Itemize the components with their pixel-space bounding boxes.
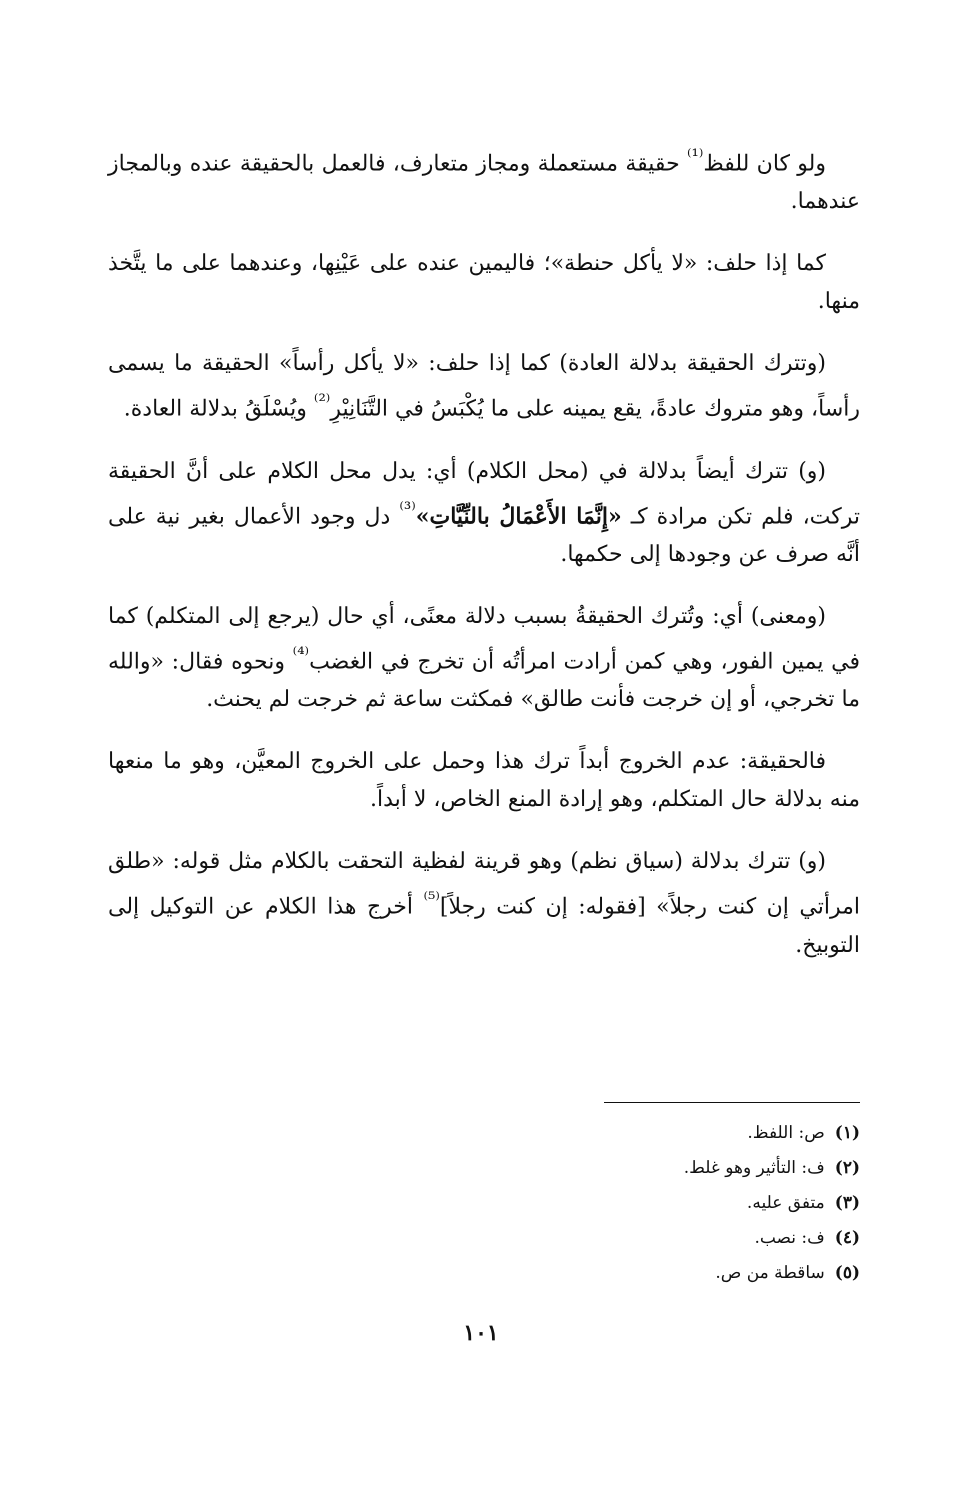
footnote-divider: [604, 1102, 860, 1103]
footnotes: [420, 1116, 860, 1291]
paragraph-1: [108, 138, 860, 221]
footnote-ref[interactable]: ⁽⁴⁾: [292, 643, 310, 665]
paragraph-6: [108, 743, 860, 819]
footnote-5: [420, 1256, 860, 1291]
paragraph-7: [108, 843, 860, 964]
footnote-1: [420, 1116, 860, 1151]
page-number: ١٠١: [463, 1320, 499, 1346]
text-segment: ولو كان للفظ: [703, 151, 826, 177]
footnote-3: [420, 1186, 860, 1221]
hadith-quote: «إِنَّمَا الأَعْمَالُ بالنِّيَّاتِ»: [415, 502, 622, 529]
footnote-number: (٥): [834, 1263, 860, 1283]
footnote-number: (٤): [834, 1228, 860, 1248]
text-segment: دل وجود الأعمال بغير نية على أنَّه صرف عن وجودها إلى حكمها.: [108, 503, 860, 567]
footnote-text: ص: اللفظ.: [747, 1123, 825, 1143]
text-segment: كما إذا حلف: «لا يأكل حنطة»؛ فاليمين عنده على عَيْنِها، وعندهما على ما يتَّخذ منها.: [108, 251, 860, 315]
text-segment: (و) تترك بدلالة (سياق نظم) وهو قرينة لفظية التحقت بالكلام مثل قوله: «طلق امرأتي إن كنت رجلاً» [فقوله: إن كنت رجلاً]: [108, 849, 860, 920]
text-segment: (وتترك الحقيقة بدلالة العادة) كما إذا حلف: «لا يأكل رأساً» الحقيقة ما يسمى رأساً، وهو متروك عادةً، يقع يمينه على ما يُكْبَسُ في التَّنَانِيْرِ: [108, 351, 860, 422]
footnote-ref[interactable]: ⁽³⁾: [399, 498, 416, 520]
footnote-text: متفق عليه.: [746, 1193, 825, 1213]
text-segment: (ومعنى) أي: وتُترك الحقيقةُ بسبب دلالة معنًى، أي حال (يرجع إلى المتكلم) كما في يمين الفور، وهي كمن أرادت امرأتُه أن تخرج في الغضب: [108, 603, 860, 675]
paragraph-5: [108, 598, 860, 719]
paragraph-3: [108, 345, 860, 428]
footnote-text: ف: نصب.: [754, 1228, 825, 1248]
footnote-4: [420, 1221, 860, 1256]
text-segment: ويُسْلَقُ بدلالة العادة.: [123, 396, 314, 422]
text-segment: فالحقيقة: عدم الخروج أبداً ترك هذا وحمل على الخروج المعيَّن، وهو ما منعها منه بدلالة حال المتكلم، وهو إرادة المنع الخاص، لا أبداً.: [108, 749, 860, 813]
footnote-ref[interactable]: ⁽⁵⁾: [423, 889, 440, 911]
footnote-number: (٣): [834, 1193, 860, 1213]
text-segment: حقيقة مستعملة ومجاز متعارف، فالعمل بالحقيقة عنده وبالمجاز عندهما.: [108, 151, 860, 215]
footnote-text: ف: التأثير وهو غلط.: [683, 1158, 825, 1178]
text-segment: ونحوه فقال: «والله ما تخرجي، أو إن خرجت فأنت طالق» فمكثت ساعة ثم خرجت لم يحنث.: [108, 649, 860, 713]
footnote-number: (٢): [834, 1158, 860, 1178]
footnote-ref[interactable]: ⁽¹⁾: [686, 146, 704, 167]
paragraph-2: [108, 245, 860, 321]
main-text: [108, 138, 860, 989]
footnote-number: (١): [834, 1123, 860, 1143]
text-segment: أخرج هذا الكلام عن التوكيل إلى التوبيخ.: [108, 894, 860, 958]
paragraph-4: [108, 453, 860, 574]
footnote-ref[interactable]: ⁽²⁾: [313, 391, 331, 413]
footnote-text: ساقطة من ص.: [715, 1263, 825, 1283]
text-segment: (و) تترك أيضاً بدلالة في (محل الكلام) أي: يدل محل الكلام على أنَّ الحقيقة تركت، فلم تكن مرادة كـ: [108, 458, 861, 529]
footnote-2: [420, 1151, 860, 1186]
